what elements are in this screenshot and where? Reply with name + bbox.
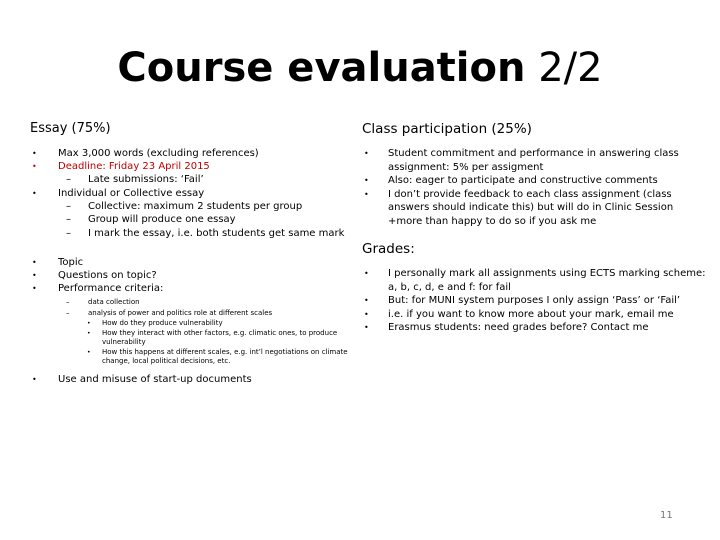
participation-b3: • I don’t provide feedback to each class assignment (class answers should indicate this) but will do in Clinic Session +more than happy to do so if you ask me [362,188,707,229]
grades-b3: • i.e. if you want to know more about your mark, email me [362,308,707,322]
participation-column [362,120,707,335]
essay-collective: – Collective: maximum 2 students per group [30,200,350,214]
criteria-data-collection: – data collection [30,297,350,308]
criteria-analysis: – analysis of power and politics role at different scales [30,308,350,319]
grades-b1: • I personally mark all assignments using ECTS marking scheme: a, b, c, d, e and f: for fail [362,267,707,294]
essay-startup: • Use and misuse of start-up documents [30,373,350,386]
analysis-sub2: • How they interact with other factors, e.g. climatic ones, to produce vulnerability [30,329,350,348]
essay-group: – Group will produce one essay [30,213,350,227]
essay-topic: • Topic [30,256,350,269]
title-sub: 2/2 [538,45,603,91]
essay-deadline: • Deadline: Friday 23 April 2015 [30,160,350,173]
essay-questions: • Questions on topic? [30,269,350,282]
analysis-sub3: • How this happens at different scales, e.g. int’l negotiations on climate change, local political decisions, etc. [30,348,350,367]
title-main: Course evaluation [117,45,526,91]
essay-column [30,120,350,386]
grades-b4: • Erasmus students: need grades before? Contact me [362,321,707,335]
participation-b1: • Student commitment and performance in answering class assignment: 5% per assigment [362,147,707,174]
participation-b2: • Also: eager to participate and constructive comments [362,174,707,188]
slide-number: 11 [660,510,673,521]
essay-mark: – I mark the essay, i.e. both students get same mark [30,227,350,241]
analysis-sub1: • How do they produce vulnerability [30,319,350,329]
slide-title [0,42,720,94]
essay-late: – Late submissions: ‘Fail’ [30,173,350,187]
essay-criteria: • Performance criteria: [30,282,350,295]
grades-b2: • But: for MUNI system purposes I only assign ‘Pass’ or ‘Fail’ [362,294,707,308]
essay-individual: • Individual or Collective essay [30,187,350,200]
grades-heading: Grades: [362,241,415,257]
essay-words: • Max 3,000 words (excluding references) [30,147,350,160]
essay-heading: Essay (75%) [30,121,111,136]
participation-heading: Class participation (25%) [362,121,532,137]
